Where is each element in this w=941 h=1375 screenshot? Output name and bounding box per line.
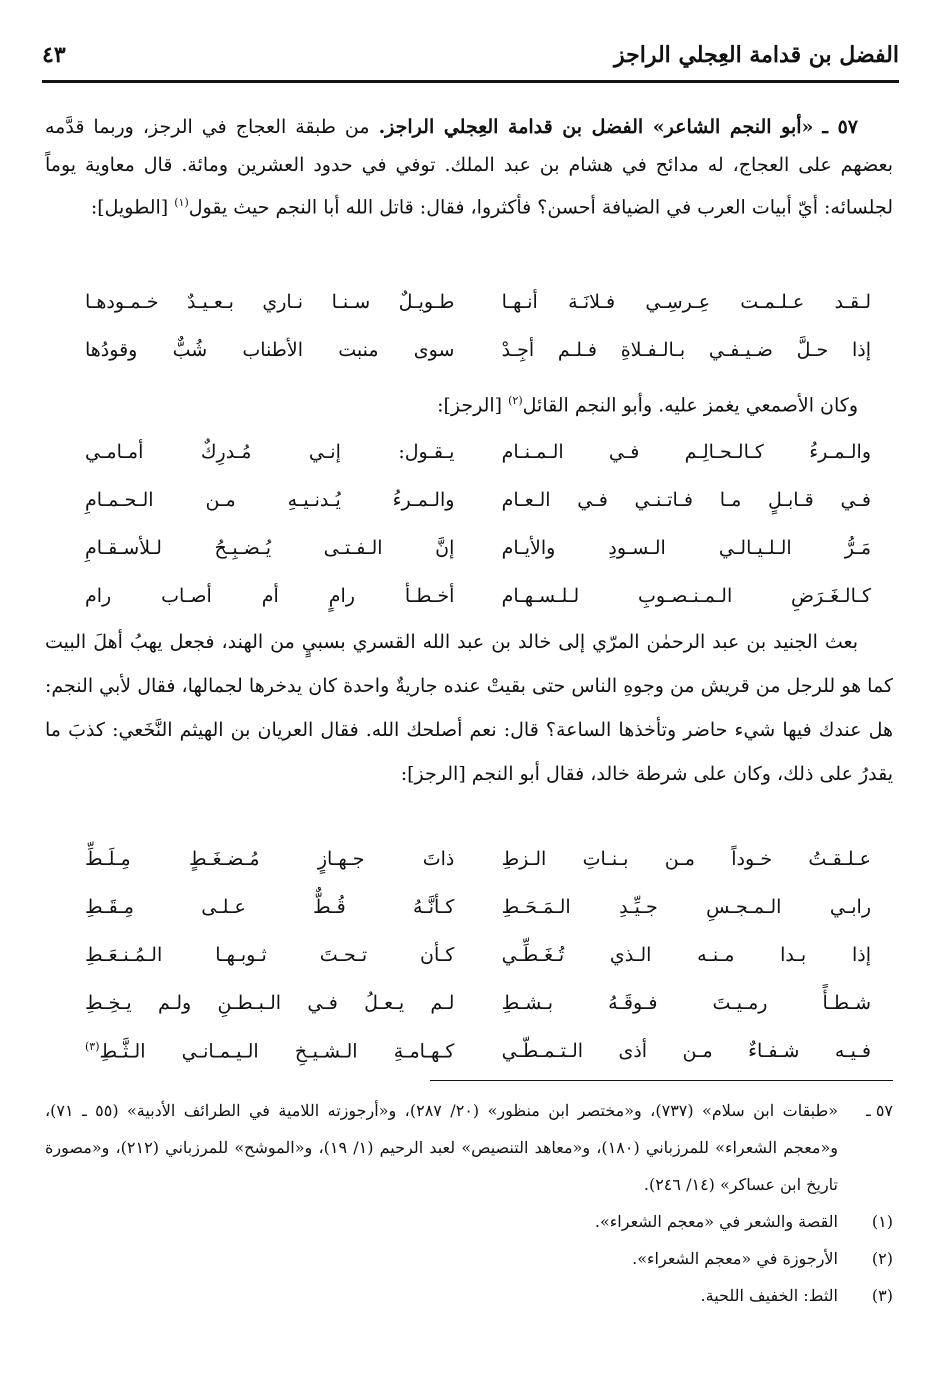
hemistich: أخـطـأ رامٍ أم أصـاب رام	[85, 585, 455, 607]
footnote-number: (٢)	[871, 1249, 893, 1268]
entry-title: «أبو النجم الشاعر» الفضل بن قدامة العِجلي الراجز.	[378, 116, 814, 138]
footnote-ref: (٣)	[85, 1039, 100, 1053]
verse	[85, 835, 871, 883]
hemistich: سوى منبت الأطناب شُبٌّ وقودُها	[85, 339, 455, 361]
paragraph-2	[45, 382, 893, 424]
verses-1	[85, 278, 871, 374]
hemistich: رابـي الـمـجـسِ جـيِّـدِ الـمَـحَـطِ	[501, 896, 871, 918]
meter-label: [الرجز]:	[437, 394, 509, 417]
hemistich: مَـرُّ الـلـيـالـي الـسـودِ والأيـام	[501, 537, 871, 559]
entry-intro	[45, 108, 893, 226]
footnote	[45, 1240, 893, 1277]
hemistich: ذاتَ جـهـازٍ مُـضـغَـطٍ مِـلَـطِّ	[85, 848, 455, 870]
verse	[85, 524, 871, 572]
verse	[85, 1027, 871, 1075]
hemistich: والـمـرءُ كـالـحـالِـم فـي الـمـنـام	[501, 441, 871, 463]
paragraph-text: وكان الأصمعي يغمز عليه. وأبو النجم القائل	[522, 394, 858, 417]
hemistich: كـأن تـحـتَ ثـوبـهـا الـمُـنـعَـطِ	[85, 944, 455, 966]
hemistich: لـقـد عـلـمـت عِـرسِـي فـلانَـة أنـهـا	[501, 291, 871, 313]
paragraph	[45, 108, 893, 226]
verses-2	[85, 428, 871, 620]
footnotes	[45, 1092, 893, 1314]
footnote	[45, 1203, 893, 1240]
footnote-number: (١)	[871, 1212, 893, 1231]
footnote-number: ٥٧ ـ	[866, 1101, 893, 1120]
verse	[85, 931, 871, 979]
hemistich: فـي قـابـلٍ مـا فـاتـنـي فـي الـعـام	[501, 489, 871, 511]
footnote-text: الثط: الخفيف اللحية.	[700, 1286, 838, 1305]
hemistich: يـقـول: إنـي مُـدرِكٌ أمـامـي	[85, 441, 455, 463]
paragraph-text: بعث الجنيد بن عبد الرحمٰن المرّي إلى خالد بن عبد الله القسري بسبيٍ من الهند، فجعل يهبُ أهلَ البيت كما هو للرجل من قريش من وجوهِ الناس حتى بقيتْ عنده جاريةٌ واحدة كان يدخرها لجمالها، فقال لأبي النجم: هل عندك فيها شيء حاضر وتأخذها الساعة؟ قال: نعم أصلحك الله. فقال العريان بن الهيثم النَّخَعي: كذبَ ما يقدرُ على ذلك، وكان على شرطة خالد، فقال أبو النجم [الرجز]:	[45, 631, 893, 785]
hemistich: شـطـأً رمـيـتَ فـوقَـهُ بـشـطِ	[501, 992, 871, 1014]
hemistich: فـيـه شـفـاءٌ مـن أذى الـتـمـطّـي	[501, 1040, 871, 1062]
verse	[85, 979, 871, 1027]
hemistich: طـويـلٌ سـنـا نـاري بـعـيـدٌ خـمـودهـا	[85, 291, 455, 313]
hemistich: عـلـقـتُ خـوداً مـن بـنـاتِ الـزطِ	[501, 848, 871, 870]
footnote	[45, 1277, 893, 1314]
hemistich	[85, 1040, 454, 1062]
paragraph	[45, 382, 893, 424]
footnote-ref: (١)	[174, 196, 189, 209]
hemistich: كـالـغَـرَضِ الـمـنـصـوبِ لـلـسـهـام	[501, 585, 871, 607]
hemistich-text: كـهـامـةِ الـشـيـخِ الـيـمـانـي الـثَّـطِ	[99, 1040, 455, 1063]
footnote-text: «طبقات ابن سلام» (٧٣٧)، و«مختصر ابن منظور» (٢٠/ ٢٨٧)، و«أرجوزته اللامية في الطرائف الأدبية» (٥٥ ـ ٧١)، و«معجم الشعراء» للمرزباني (١٨٠)، و«معاهد التنصيص» لعبد الرحيم (١/ ١٩)، و«الموشح» للمرزباني (٢١٢)، و«مصورة تاريخ ابن عساكر» (١٤/ ٢٤٦).	[45, 1101, 839, 1194]
meter-label: [الطويل]:	[90, 196, 175, 219]
verses-3	[85, 835, 871, 1075]
footnote-ref: (٢)	[508, 394, 523, 407]
verse	[85, 428, 871, 476]
footnote-text: القصة والشعر في «معجم الشعراء».	[594, 1212, 838, 1231]
footnote-text: الأرجوزة في «معجم الشعراء».	[632, 1249, 838, 1268]
verse	[85, 278, 871, 326]
verse	[85, 326, 871, 374]
paragraph-text: من طبقة العجاج في الرجز، وربما قدَّمه بعضهم على العجاج، له مدائح في هشام بن عبد الملك. توفي في حدود العشرين ومائة. قال معاوية يوماً لجلسائه: أيّ أبيات العرب في الضيافة أحسن؟ فأكثروا، فقال: قاتل الله أبا النجم حيث يقول	[45, 116, 893, 219]
footnote	[45, 1092, 893, 1203]
running-title: الفضل بن قدامة العِجلي الراجز	[613, 42, 899, 68]
entry-number: ٥٧ ـ	[822, 116, 858, 138]
hemistich: لـم يـعـلُ فـي الـبـطـنِ ولـم يـخِـطِ	[85, 992, 455, 1014]
hemistich: كـأنَّـهُ قُـطٌّ عـلـى مِـقَـطِ	[85, 896, 455, 918]
page-header	[42, 30, 899, 83]
verse	[85, 572, 871, 620]
hemistich: والـمـرءُ يُـدنـيـهِ مـن الـحـمـامِ	[85, 489, 455, 511]
verse	[85, 476, 871, 524]
footnote-divider	[430, 1080, 893, 1081]
hemistich: إذا حـلَّ ضـيـفـي بـالـفـلاةِ فـلـم أجِـدْ	[501, 339, 871, 361]
hemistich: إذا بـدا مـنـه الـذي تُـغَـطِّـي	[501, 944, 871, 966]
hemistich: إنَّ الـفـتـى يُـضـبِـحُ لـلأسـقـامِ	[85, 537, 455, 559]
page-number: ٤٣	[42, 42, 66, 68]
verse	[85, 883, 871, 931]
footnote-number: (٣)	[871, 1286, 893, 1305]
paragraph-3	[45, 620, 893, 796]
